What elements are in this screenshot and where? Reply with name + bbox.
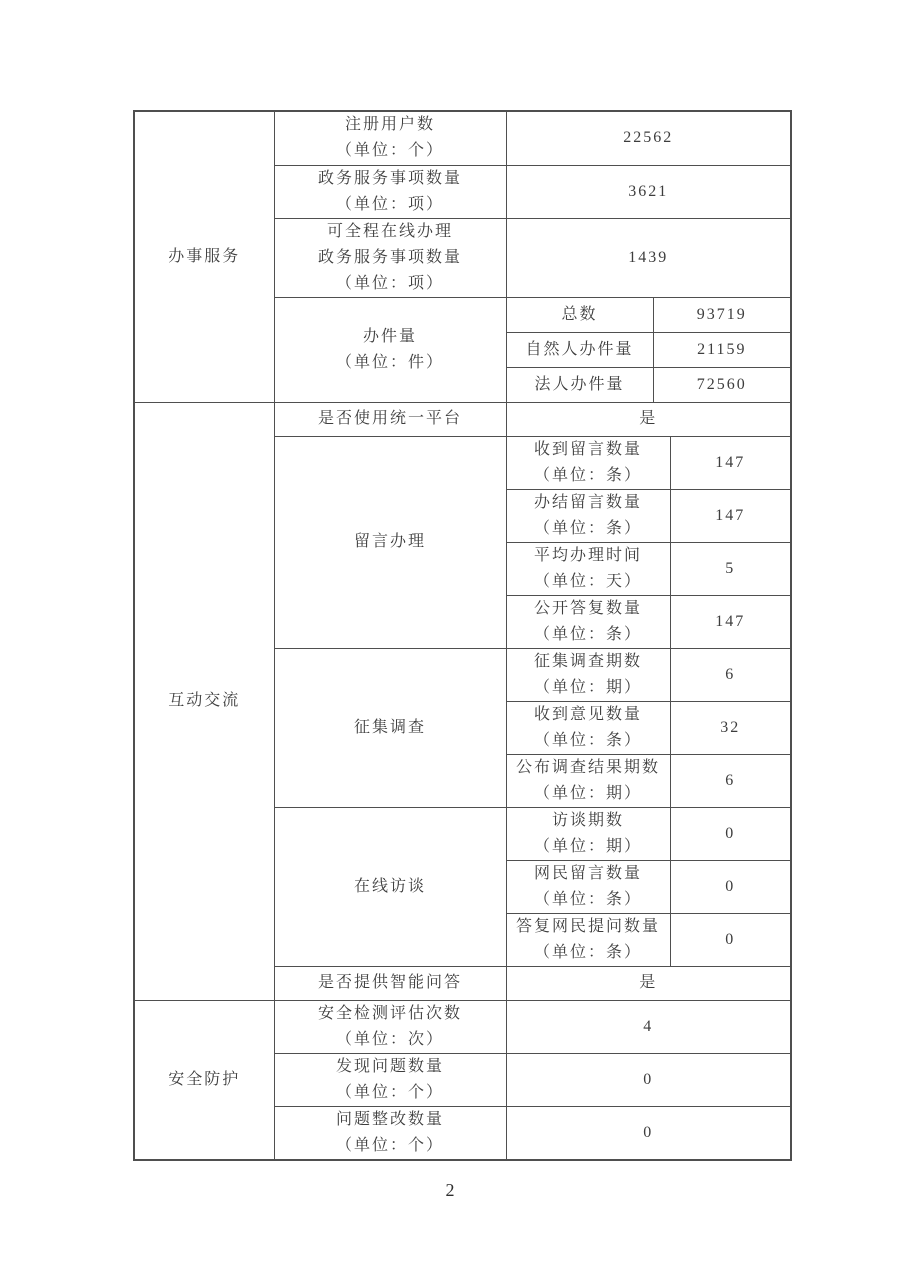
value-cell-interview-periods: 0 [670,807,791,860]
subitem-label: 答复网民提问数量 [515,917,660,935]
item-cell-service-items [274,165,506,218]
value-cell-natural-person: 21159 [653,332,791,367]
value-cell-online-items: 1439 [506,218,791,297]
subitem-cell-messages-received [506,436,670,489]
value-cell-questions-answered: 0 [670,913,791,966]
group-label: 办件量 [362,327,417,345]
subitem-cell-survey-periods [506,648,670,701]
subitem-cell-opinions-received [506,701,670,754]
item-cell-registered-users [274,111,506,165]
subitem-unit: （单位：期） [533,678,642,696]
value-cell-average-time: 5 [670,542,791,595]
subitem-unit: （单位：期） [533,784,642,802]
subitem-unit: （单位：条） [533,625,642,643]
item-label: 发现问题数量 [335,1057,444,1075]
group-cell-interviews: 在线访谈 [274,807,506,966]
item-unit: （单位：次） [335,1030,444,1048]
subitem-label: 网民留言数量 [533,864,642,882]
value-cell-survey-results: 6 [670,754,791,807]
value-cell-legal-person: 72560 [653,367,791,402]
value-cell-survey-periods: 6 [670,648,791,701]
subitem-cell-total: 总数 [506,297,653,332]
item-label: 可全程在线办理 [326,222,453,240]
value-cell-messages-handled: 147 [670,489,791,542]
subitem-unit: （单位：期） [533,837,642,855]
subitem-unit: （单位：条） [533,731,642,749]
value-cell-registered-users: 22562 [506,111,791,165]
subitem-cell-natural-person: 自然人办件量 [506,332,653,367]
category-label: 互动交流 [168,692,241,709]
subitem-cell-interview-periods [506,807,670,860]
page-number: 2 [445,1180,455,1200]
value-cell-total: 93719 [653,297,791,332]
subitem-label: 办结留言数量 [533,493,642,511]
subitem-unit: （单位：条） [533,519,642,537]
item-label: 问题整改数量 [335,1110,444,1128]
item-label: 政务服务事项数量 [317,248,462,266]
group-cell-cases [274,297,506,402]
category-label: 安全防护 [168,1070,241,1088]
subitem-label: 公布调查结果期数 [515,758,660,776]
report-table [133,110,792,1161]
subitem-cell-questions-answered [506,913,670,966]
item-unit: （单位：项） [335,195,444,213]
item-cell-online-items [274,218,506,297]
item-cell-security-checks [274,1000,506,1053]
subitem-cell-public-replies [506,595,670,648]
item-label: 政务服务事项数量 [317,169,462,187]
subitem-label: 收到留言数量 [533,440,642,458]
value-cell-problems-fixed: 0 [506,1106,791,1160]
category-cell-security [134,1000,274,1160]
group-cell-messages: 留言办理 [274,436,506,648]
subitem-unit: （单位：条） [533,890,642,908]
item-unit: （单位：项） [335,274,444,292]
value-cell-security-checks: 4 [506,1000,791,1053]
item-unit: （单位：个） [335,142,444,160]
subitem-label: 公开答复数量 [533,599,642,617]
subitem-cell-average-time [506,542,670,595]
subitem-label: 平均办理时间 [533,546,642,564]
category-cell-interaction [134,402,274,1000]
value-cell-netizen-messages: 0 [670,860,791,913]
value-cell-smart-qa: 是 [506,966,791,1000]
subitem-label: 访谈期数 [551,811,624,829]
category-label: 办事服务 [168,247,241,265]
item-cell-unified-platform: 是否使用统一平台 [274,402,506,436]
value-cell-messages-received: 147 [670,436,791,489]
subitem-cell-messages-handled [506,489,670,542]
subitem-label: 收到意见数量 [533,705,642,723]
item-unit: （单位：个） [335,1083,444,1101]
item-cell-problems-found [274,1053,506,1106]
item-unit: （单位：个） [335,1136,444,1154]
subitem-cell-survey-results [506,754,670,807]
subitem-cell-legal-person: 法人办件量 [506,367,653,402]
category-cell-service [134,111,274,402]
value-cell-unified-platform: 是 [506,402,791,436]
item-label: 安全检测评估次数 [317,1004,462,1022]
value-cell-problems-found: 0 [506,1053,791,1106]
value-cell-service-items: 3621 [506,165,791,218]
value-cell-public-replies: 147 [670,595,791,648]
group-cell-surveys: 征集调查 [274,648,506,807]
value-cell-opinions-received: 32 [670,701,791,754]
subitem-unit: （单位：条） [533,466,642,484]
subitem-unit: （单位：天） [533,572,642,590]
group-unit: （单位：件） [335,353,444,371]
item-cell-problems-fixed [274,1106,506,1160]
subitem-cell-netizen-messages [506,860,670,913]
item-cell-smart-qa: 是否提供智能问答 [274,966,506,1000]
subitem-label: 征集调查期数 [533,652,642,670]
subitem-unit: （单位：条） [533,943,642,961]
item-label: 注册用户数 [344,116,435,134]
